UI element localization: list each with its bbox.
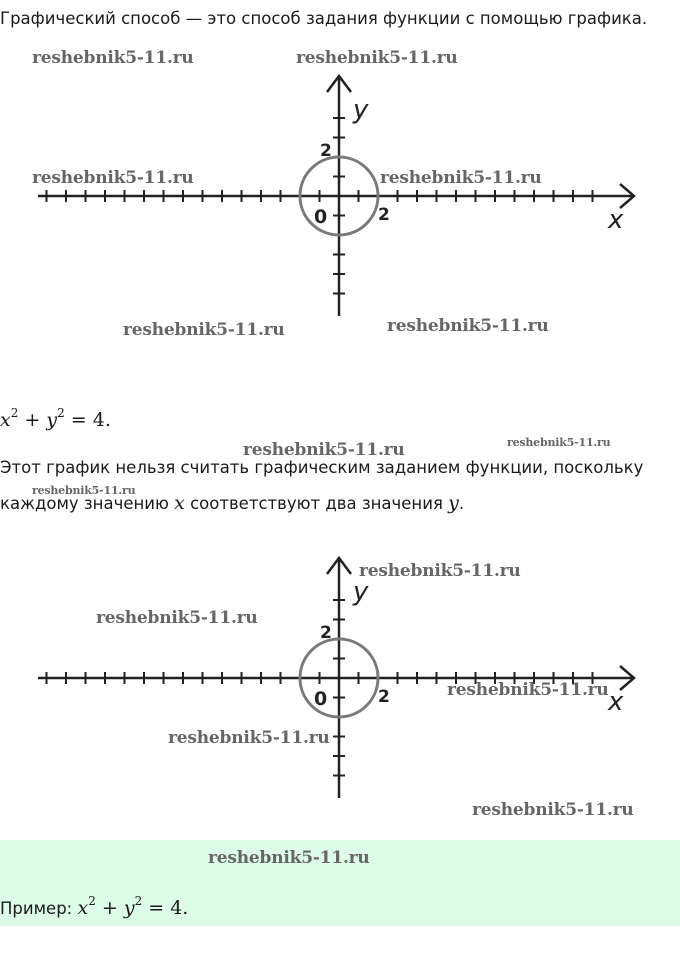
y-tick-label: 2 xyxy=(320,623,332,643)
ex-rest: = 4. xyxy=(142,897,189,919)
watermark-text: reshebnik5-11.ru xyxy=(168,728,330,748)
eq-rest: = 4. xyxy=(64,409,111,431)
example-label: Пример: xyxy=(0,899,78,918)
ex-var-x: x xyxy=(77,897,89,919)
watermark-text: reshebnik5-11.ru xyxy=(387,316,549,336)
eq-plus: + xyxy=(18,409,47,431)
watermark-text: reshebnik5-11.ru xyxy=(296,48,458,68)
eq-exp-1: 2 xyxy=(10,406,19,420)
x-tick-label: 2 xyxy=(378,687,390,707)
watermark-text: reshebnik5-11.ru xyxy=(243,440,405,460)
origin-label: 0 xyxy=(314,206,328,228)
intro-text: Графический способ — это способ задания функции с помощью графика. xyxy=(0,9,648,28)
circle-graph-svg-2 xyxy=(0,552,680,802)
x-axis-label: x xyxy=(608,687,624,717)
watermark-text: reshebnik5-11.ru xyxy=(507,436,611,449)
x-tick-label: 2 xyxy=(378,205,390,225)
ex-var-y: y xyxy=(123,897,135,919)
watermark-text: reshebnik5-11.ru xyxy=(32,168,194,188)
watermark-text: reshebnik5-11.ru xyxy=(447,680,609,700)
equation xyxy=(0,406,111,431)
explanation-start: каждому значению xyxy=(0,494,175,513)
watermark-text: reshebnik5-11.ru xyxy=(472,800,634,820)
circle-graph-svg-1 xyxy=(0,70,680,320)
watermark-text: reshebnik5-11.ru xyxy=(359,561,521,581)
watermark-text: reshebnik5-11.ru xyxy=(208,848,370,868)
ex-exp-1: 2 xyxy=(88,894,96,908)
y-tick-label: 2 xyxy=(320,141,332,161)
eq-var-y: y xyxy=(46,409,58,431)
y-axis-label: y xyxy=(353,95,369,125)
x-axis-label: x xyxy=(608,205,624,235)
y-axis-label: y xyxy=(353,577,369,607)
circle-graph-1 xyxy=(0,70,680,320)
ex-plus: + xyxy=(95,897,124,919)
watermark-text: reshebnik5-11.ru xyxy=(32,484,136,497)
example-line xyxy=(0,894,189,920)
example-equation xyxy=(77,894,189,919)
watermark-text: reshebnik5-11.ru xyxy=(123,320,285,340)
explanation-end: . xyxy=(458,494,465,513)
explanation-var-x: x xyxy=(174,492,185,514)
eq-var-x: x xyxy=(0,409,11,431)
explanation-var-y: y xyxy=(448,492,459,514)
explanation-line-1: Этот график нельзя считать графическим заданием функции, поскольку xyxy=(0,458,644,477)
watermark-text: reshebnik5-11.ru xyxy=(96,608,258,628)
explanation-mid: соответствуют два значения xyxy=(184,494,449,513)
watermark-text: reshebnik5-11.ru xyxy=(380,168,542,188)
watermark-text: reshebnik5-11.ru xyxy=(32,48,194,68)
circle-graph-2 xyxy=(0,552,680,802)
origin-label: 0 xyxy=(314,688,328,710)
eq-exp-2: 2 xyxy=(57,406,65,420)
ex-exp-2: 2 xyxy=(134,894,143,908)
